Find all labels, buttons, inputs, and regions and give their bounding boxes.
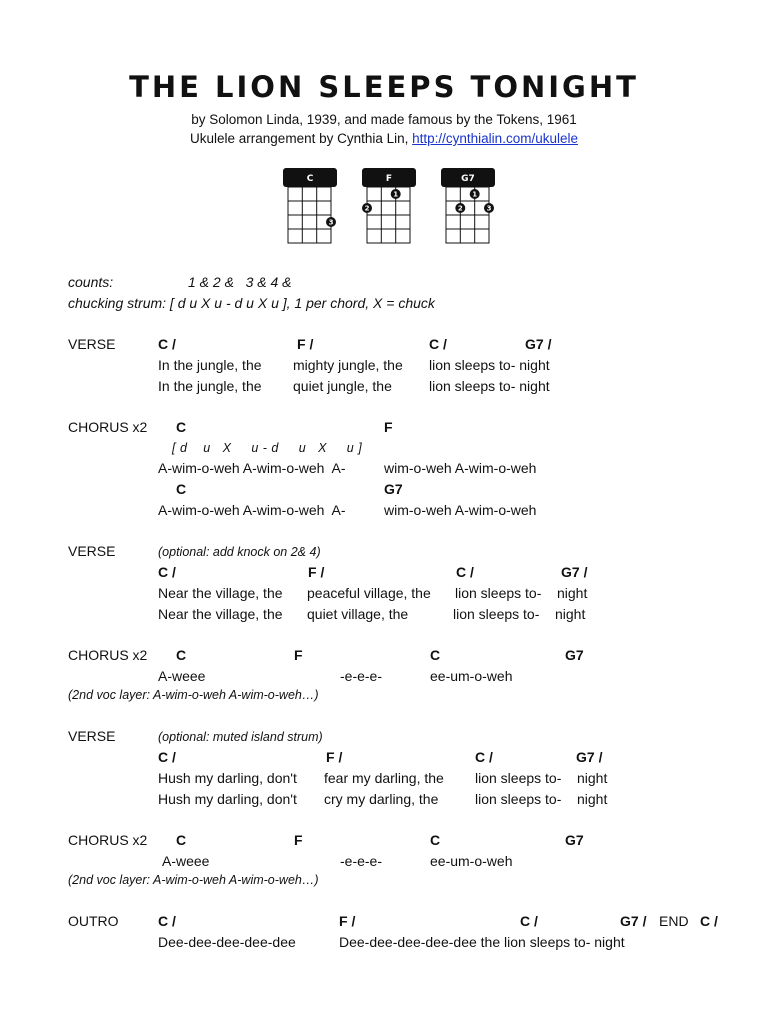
chord: C [430,647,441,663]
chord-diagram-g7 [441,168,497,246]
lyric: mighty jungle, the [293,357,403,373]
chord: F [384,419,393,435]
finger-number: 3 [328,218,334,227]
section-label-verse: VERSE [68,543,116,559]
lyric: -e-e-e- [340,853,383,869]
section-label-chorus: CHORUS x2 [68,832,148,848]
lyric: Dee-dee-dee-dee-dee the lion sleeps to- night [339,934,625,950]
section-label-verse: VERSE [68,336,116,352]
chord-name-g7: G7 [461,174,475,184]
section-label-verse: VERSE [68,728,116,744]
fretboard-grid-g7 [446,187,489,243]
counts-label: counts: [68,274,114,290]
chord: C / [158,913,176,929]
section-label-chorus: CHORUS x2 [68,647,148,663]
lyric: Near the village, the [158,606,283,622]
lyric: night [577,791,608,807]
lyric: lion sleeps to- [455,585,542,601]
lyric: Hush my darling, don't [158,791,297,807]
lyric: -e-e-e- [340,668,383,684]
lyric: quiet village, the [307,606,409,622]
chord: C / [429,336,447,352]
counts-value: 1 & 2 & 3 & 4 & [188,274,292,290]
chord: C / [520,913,538,929]
chord: G7 / [620,913,647,929]
chord: C / [158,564,176,580]
chord: C / [700,913,718,929]
chord: C / [158,749,176,765]
strum-line: [ d u X u - d u X u ] [172,441,363,455]
lyric: ee-um-o-weh [430,853,513,869]
lyric: lion sleeps to- [475,791,562,807]
lyric: A-weee [158,668,206,684]
chord-name-c: C [306,174,314,184]
section-note: (optional: add knock on 2& 4) [158,545,321,559]
lyric: peaceful village, the [307,585,431,601]
song-title: THE LION SLEEPS TONIGHT [129,70,639,104]
lyric: quiet jungle, the [293,378,392,394]
lyric: lion sleeps to- night [429,378,550,394]
chord: C [176,832,187,848]
chord: C [430,832,441,848]
chord: G7 / [525,336,552,352]
lyric: In the jungle, the [158,378,262,394]
lyric: night [557,585,588,601]
chord-diagram-c [283,168,339,246]
end-label: END [659,913,689,929]
chord: G7 / [561,564,588,580]
arrangement-text: Ukulele arrangement by Cynthia Lin, [190,131,413,146]
lyric: A-weee [162,853,210,869]
chord: F / [308,564,325,580]
fretboard-grid-f [364,187,410,243]
finger-number: 1 [393,190,399,199]
section-note: (2nd voc layer: A-wim-o-weh A-wim-o-weh…) [68,873,319,887]
arrangement-line [0,131,768,146]
lyric: ee-um-o-weh [430,668,513,684]
fretboard-grid-c [288,187,331,243]
lyric: wim-o-weh A-wim-o-weh [384,460,537,476]
lyric: lion sleeps to- [453,606,540,622]
strum-pattern: chucking strum: [ d u X u - d u X u ], 1 per chord, X = chuck [68,295,435,311]
chord: F / [326,749,343,765]
chord: G7 / [576,749,603,765]
chord: C [176,647,187,663]
chord-name-f: F [385,174,393,184]
chord: G7 [565,647,584,663]
chord-diagram-f [362,168,418,246]
chord: G7 [384,481,403,497]
section-label-outro: OUTRO [68,913,119,929]
lyric: Near the village, the [158,585,283,601]
credit-line: by Solomon Linda, 1939, and made famous by the Tokens, 1961 [191,112,577,127]
lyric: night [555,606,586,622]
chord: G7 [565,832,584,848]
lyric: fear my darling, the [324,770,444,786]
lyric: Dee-dee-dee-dee-dee [158,934,296,950]
arrangement-link[interactable]: http://cynthialin.com/ukulele [412,131,578,146]
lyric: night [577,770,608,786]
chord: C / [456,564,474,580]
lyric: A-wim-o-weh A-wim-o-weh A- [158,502,346,518]
chord: C [176,481,187,497]
chord: C / [158,336,176,352]
chord: C [176,419,187,435]
finger-number: 1 [472,190,478,199]
section-label-chorus: CHORUS x2 [68,419,148,435]
lyric: cry my darling, the [324,791,439,807]
finger-number: 3 [486,204,492,213]
chord: F [294,832,303,848]
lyric: lion sleeps to- night [429,357,550,373]
lyric: Hush my darling, don't [158,770,297,786]
lyric: In the jungle, the [158,357,262,373]
chord: C / [475,749,493,765]
section-note: (2nd voc layer: A-wim-o-weh A-wim-o-weh…) [68,688,319,702]
chord: F / [297,336,314,352]
chord: F / [339,913,356,929]
section-note: (optional: muted island strum) [158,730,323,744]
chord: F [294,647,303,663]
lyric: lion sleeps to- [475,770,562,786]
finger-number: 2 [364,204,370,213]
lyric: wim-o-weh A-wim-o-weh [384,502,537,518]
lyric: A-wim-o-weh A-wim-o-weh A- [158,460,346,476]
finger-number: 2 [457,204,463,213]
